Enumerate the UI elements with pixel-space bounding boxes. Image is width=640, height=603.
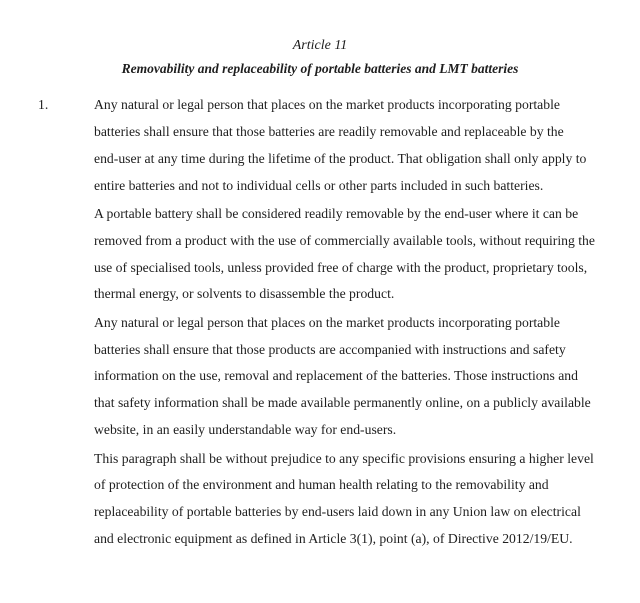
item-number: 1.	[38, 97, 49, 113]
paragraph-4	[94, 446, 634, 553]
paragraph-1	[94, 92, 634, 199]
text-line: Any natural or legal person that places on the market products incorporating portable	[94, 97, 560, 113]
text-line: batteries shall ensure that those batteries are readily removable and replaceable by the	[94, 124, 564, 140]
text-line: end-user at any time during the lifetime of the product. That obligation shall only apply to	[94, 150, 587, 166]
text-line: replaceability of portable batteries by end-users laid down in any Union law on electrical	[94, 503, 581, 519]
text-line: website, in an easily understandable way for end-users.	[94, 421, 397, 437]
text-line: This paragraph shall be without prejudice to any specific provisions ensuring a higher level	[94, 450, 594, 466]
item-body	[94, 92, 634, 552]
article-heading: Article 11	[292, 38, 348, 53]
text-line: use of specialised tools, unless provided free of charge with the product, proprietary tools,	[94, 259, 588, 275]
text-line: entire batteries and not to individual cells or other parts included in such batteries.	[94, 177, 544, 193]
article-title: Removability and replaceability of portable batteries and LMT batteries	[121, 60, 519, 76]
numbered-item-1	[0, 92, 640, 552]
text-line: A portable battery shall be considered readily removable by the end-user where it can be	[94, 206, 579, 222]
text-line: that safety information shall be made available permanently online, on a publicly available	[94, 395, 591, 411]
text-line: thermal energy, or solvents to disassemble the product.	[94, 286, 395, 302]
text-line: and electronic equipment as defined in Article 3(1), point (a), of Directive 2012/19/EU.	[94, 530, 573, 546]
text-line: information on the use, removal and replacement of the batteries. Those instructions and	[94, 368, 578, 384]
text-line: batteries shall ensure that those products are accompanied with instructions and safety	[94, 341, 566, 357]
text-line: Any natural or legal person that places on the market products incorporating portable	[94, 315, 560, 331]
paragraph-3	[94, 310, 634, 444]
paragraph-2	[94, 201, 634, 308]
text-line: removed from a product with the use of commercially available tools, without requiring the	[94, 232, 595, 248]
text-line: of protection of the environment and human health relating to the removability and	[94, 477, 549, 493]
